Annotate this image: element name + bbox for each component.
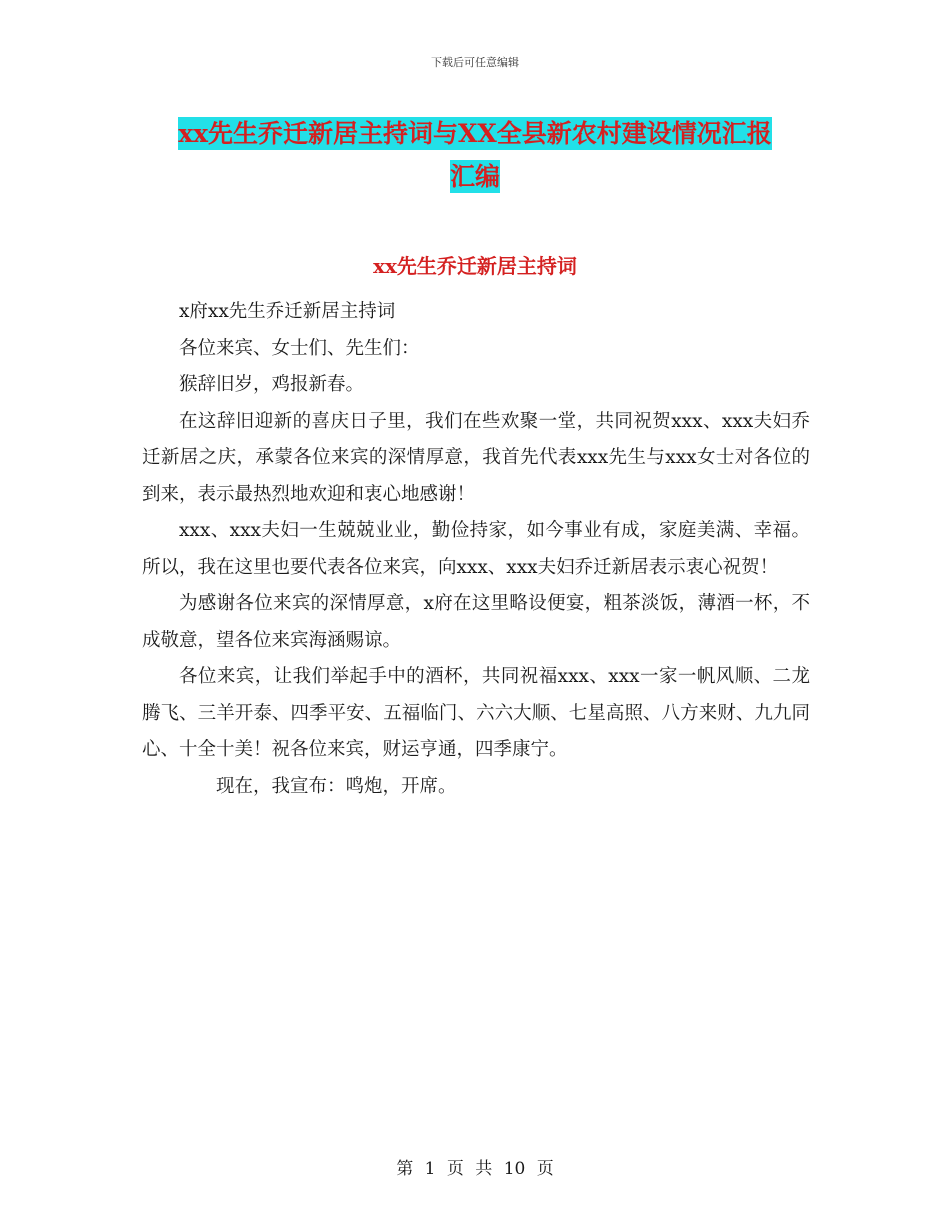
paragraph: 猴辞旧岁，鸡报新春。 — [179, 374, 365, 395]
document-title-line-1: xx先生乔迁新居主持词与XX全县新农村建设情况汇报 — [178, 119, 772, 148]
paragraph: 各位来宾，让我们举起手中的酒杯，共同祝福xxx、xxx一家一帆风顺、二龙腾飞、三羊开泰、四季平安、五福临门、六六大顺、七星高照、八方来财、九九同心、十全十美！祝各位来宾，财运亨通，四季康宁。 — [142, 666, 810, 760]
document-title-line-2: 汇编 — [449, 162, 500, 191]
paragraph: 现在，我宣布：鸣炮，开席。 — [216, 775, 457, 797]
paragraph: xxx、xxx夫妇一生兢兢业业，勤俭持家，如今事业有成，家庭美满、幸福。所以，我在这里也要代表各位来宾，向xxx、xxx夫妇乔迁新居表示衷心祝贺！ — [142, 520, 810, 578]
section-title: xx先生乔迁新居主持词 — [373, 254, 577, 278]
paragraph: x府xx先生乔迁新居主持词 — [179, 301, 396, 322]
paragraph: 在这辞旧迎新的喜庆日子里，我们在些欢聚一堂，共同祝贺xxx、xxx夫妇乔迁新居之庆，承蒙各位来宾的深情厚意，我首先代表xxx先生与xxx女士对各位的到来，表示最热烈地欢迎和衷心地感谢！ — [142, 410, 810, 505]
paragraph: 为感谢各位来宾的深情厚意，x府在这里略设便宴，粗茶淡饭，薄酒一杯，不成敬意，望各位来宾海涵赐谅。 — [142, 593, 810, 651]
document-title — [150, 112, 800, 198]
page-header-note: 下载后可任意编辑 — [431, 56, 519, 69]
document-body — [142, 294, 810, 805]
paragraph: 各位来宾、女士们、先生们： — [179, 337, 420, 359]
page-footer: 第 1 页 共 10 页 — [396, 1159, 554, 1179]
